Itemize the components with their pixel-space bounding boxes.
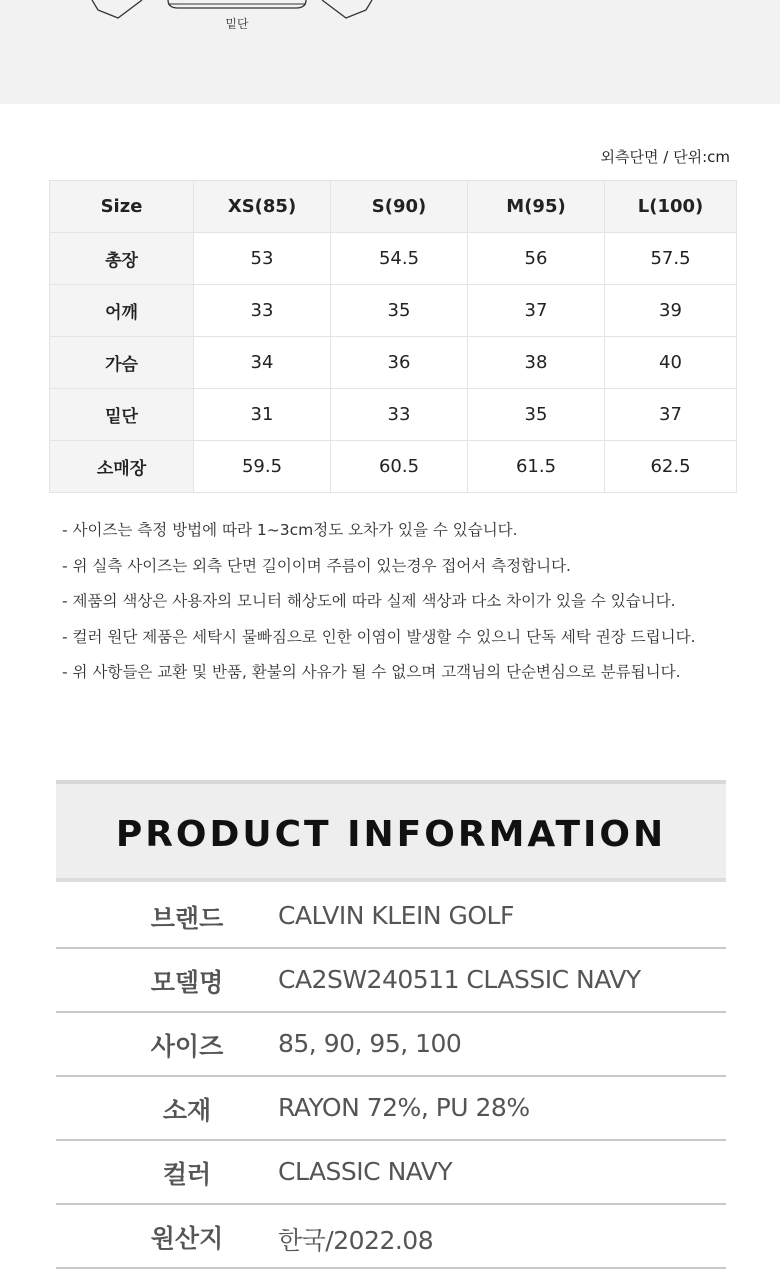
note-item: - 컬러 원단 제품은 세탁시 물빠짐으로 인한 이염이 발생할 수 있으니 단독 세탁 권장 드립니다. (62, 627, 696, 646)
row-label: 소매장 (50, 441, 194, 493)
table-cell: 31 (194, 389, 331, 441)
garment-outline-icon (0, 0, 780, 104)
note-item: - 위 실측 사이즈는 외측 단면 길이이며 주름이 있는경우 접어서 측정합니다. (62, 556, 571, 575)
table-cell: 36 (331, 337, 468, 389)
table-cell: 62.5 (605, 441, 737, 493)
info-value: RAYON 72%, PU 28% (278, 1093, 530, 1122)
info-row-material (56, 1077, 726, 1141)
table-cell: 54.5 (331, 233, 468, 285)
header-cell: S(90) (331, 181, 468, 233)
hem-label: 밑단 (225, 17, 249, 31)
product-info-header (56, 780, 726, 882)
row-label: 밑단 (50, 389, 194, 441)
note-item: - 제품의 색상은 사용자의 모니터 해상도에 따라 실제 색상과 다소 차이가 있을 수 있습니다. (62, 592, 676, 610)
table-row (50, 285, 737, 337)
table-cell: 40 (605, 337, 737, 389)
size-table (49, 180, 737, 493)
table-cell: 37 (605, 389, 737, 441)
info-key: 모델명 (150, 968, 224, 997)
info-row-brand (56, 885, 726, 949)
info-key: 소재 (162, 1096, 212, 1125)
table-cell: 35 (468, 389, 605, 441)
header-cell: Size (50, 181, 194, 233)
info-value: CALVIN KLEIN GOLF (278, 901, 514, 930)
table-cell: 34 (194, 337, 331, 389)
row-label: 총장 (50, 233, 194, 285)
row-label: 어깨 (50, 285, 194, 337)
info-row-origin (56, 1205, 726, 1269)
size-notes (62, 513, 696, 691)
table-cell: 60.5 (331, 441, 468, 493)
info-value: CA2SW240511 CLASSIC NAVY (278, 965, 641, 994)
table-cell: 37 (468, 285, 605, 337)
note-item: - 사이즈는 측정 방법에 따라 1~3cm정도 오차가 있을 수 있습니다. (62, 521, 518, 539)
table-cell: 33 (331, 389, 468, 441)
table-row (50, 337, 737, 389)
table-cell: 33 (194, 285, 331, 337)
table-header-row (50, 181, 737, 233)
info-key: 브랜드 (150, 904, 224, 933)
header-cell: M(95) (468, 181, 605, 233)
table-row (50, 233, 737, 285)
info-key: 사이즈 (150, 1032, 224, 1061)
table-cell: 56 (468, 233, 605, 285)
info-value: 85, 90, 95, 100 (278, 1029, 462, 1058)
table-cell: 59.5 (194, 441, 331, 493)
info-row-size (56, 1013, 726, 1077)
table-row (50, 441, 737, 493)
unit-label: 외측단면 / 단위:cm (600, 148, 730, 166)
table-cell: 38 (468, 337, 605, 389)
info-value: CLASSIC NAVY (278, 1157, 453, 1186)
table-cell: 39 (605, 285, 737, 337)
table-row (50, 389, 737, 441)
table-cell: 53 (194, 233, 331, 285)
product-info-title: PRODUCT INFORMATION (115, 814, 667, 855)
info-row-model (56, 949, 726, 1013)
note-item: - 위 사항들은 교환 및 반품, 환불의 사유가 될 수 없으며 고객님의 단순변심으로 분류됩니다. (62, 663, 681, 681)
row-label: 가슴 (50, 337, 194, 389)
header-cell: XS(85) (194, 181, 331, 233)
table-cell: 57.5 (605, 233, 737, 285)
header-cell: L(100) (605, 181, 737, 233)
info-key: 컬러 (162, 1160, 212, 1189)
garment-diagram (0, 0, 780, 104)
table-cell: 61.5 (468, 441, 605, 493)
table-cell: 35 (331, 285, 468, 337)
info-key: 원산지 (150, 1224, 224, 1253)
info-row-color (56, 1141, 726, 1205)
info-value: 한국/2022.08 (278, 1226, 434, 1255)
